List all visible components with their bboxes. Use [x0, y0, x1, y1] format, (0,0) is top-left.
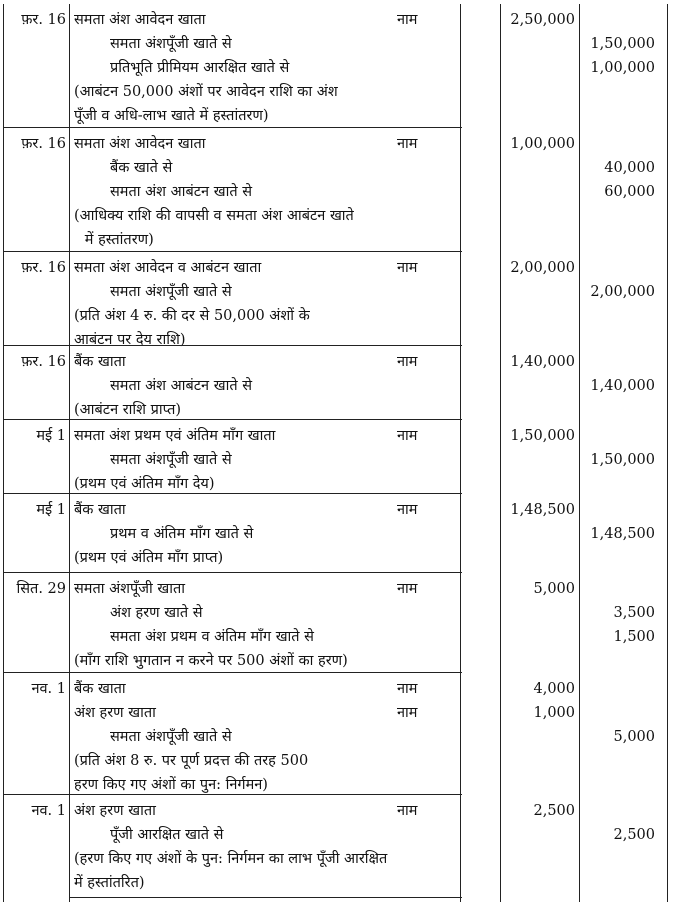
debit-marker: नाम	[397, 502, 418, 518]
credit-amount: 1,40,000	[590, 378, 655, 394]
debit-marker: नाम	[397, 354, 418, 370]
debit-marker: नाम	[397, 260, 418, 276]
particulars-line: समता अंश आवेदन व आबंटन खाता	[74, 260, 262, 276]
entry-date: नव. 1	[31, 681, 66, 697]
particulars-line: में हस्तांतरित)	[74, 875, 145, 891]
credit-account-line: प्रथम व अंतिम माँग खाते से	[110, 526, 254, 542]
entry-separator	[4, 672, 462, 673]
particulars-line: (प्रथम एवं अंतिम माँग प्राप्त)	[74, 550, 224, 566]
entry-separator	[4, 345, 462, 346]
particulars-line: बैंक खाता	[74, 354, 126, 370]
entry-date: नव. 1	[31, 803, 66, 819]
particulars-line: (हरण किए गए अंशों के पुन: निर्गमन का लाभ पूँजी आरक्षित	[74, 851, 388, 867]
credit-account-line: प्रतिभूति प्रीमियम आरक्षित खाते से	[110, 60, 290, 76]
debit-amount: 1,48,500	[510, 502, 575, 518]
credit-account-line: समता अंशपूँजी खाते से	[110, 729, 232, 745]
credit-amount: 1,500	[613, 629, 655, 645]
closing-rule	[70, 897, 462, 898]
journal-table	[4, 4, 670, 904]
credit-amount: 2,500	[613, 827, 655, 843]
column-rule-2	[460, 4, 461, 902]
particulars-line: आबंटन पर देय राशि)	[74, 332, 186, 348]
debit-amount: 2,500	[533, 803, 575, 819]
particulars-line: समता अंश आवेदन खाता	[74, 12, 206, 28]
debit-marker: नाम	[397, 705, 418, 721]
particulars-line: बैंक खाता	[74, 502, 126, 518]
particulars-line: में हस्तांतरण)	[84, 232, 154, 248]
credit-account-line: समता अंश आबंटन खाते से	[110, 184, 253, 200]
credit-amount: 3,500	[613, 605, 655, 621]
credit-account-line: समता अंशपूँजी खाते से	[110, 284, 232, 300]
debit-amount: 5,000	[533, 581, 575, 597]
debit-amount: 1,00,000	[510, 136, 575, 152]
entry-date: मई 1	[36, 428, 66, 444]
entry-date: मई 1	[36, 502, 66, 518]
entry-separator	[4, 794, 462, 795]
entry-date: सित. 29	[16, 581, 66, 597]
credit-amount: 40,000	[604, 160, 655, 176]
entry-separator	[4, 127, 462, 128]
particulars-line: बैंक खाता	[74, 681, 126, 697]
entry-date: फ़र. 16	[21, 12, 66, 28]
debit-marker: नाम	[397, 681, 418, 697]
debit-amount: 1,000	[533, 705, 575, 721]
credit-amount: 1,00,000	[590, 60, 655, 76]
entry-date: फ़र. 16	[21, 354, 66, 370]
particulars-line: समता अंश प्रथम एवं अंतिम माँग खाता	[74, 428, 276, 444]
credit-amount: 5,000	[613, 729, 655, 745]
credit-account-line: समता अंशपूँजी खाते से	[110, 36, 232, 52]
entry-separator	[4, 572, 462, 573]
debit-amount: 4,000	[533, 681, 575, 697]
credit-amount: 1,48,500	[590, 526, 655, 542]
particulars-line: (आबंटन 50,000 अंशों पर आवेदन राशि का अंश	[74, 84, 338, 100]
entry-date: फ़र. 16	[21, 136, 66, 152]
entry-separator	[4, 493, 462, 494]
entry-separator	[4, 251, 462, 252]
entry-date: फ़र. 16	[21, 260, 66, 276]
particulars-line: पूँजी व अधि-लाभ खाते में हस्तांतरण)	[74, 108, 269, 124]
particulars-line: (प्रथम एवं अंतिम माँग देय)	[74, 476, 215, 492]
particulars-line: अंश हरण खाता	[74, 705, 156, 721]
particulars-line: अंश हरण खाता	[74, 803, 156, 819]
debit-amount: 1,50,000	[510, 428, 575, 444]
particulars-line: (प्रति अंश 4 रु. की दर से 50,000 अंशों के	[74, 308, 310, 324]
particulars-line: समता अंश आवेदन खाता	[74, 136, 206, 152]
debit-amount: 1,40,000	[510, 354, 575, 370]
particulars-line: (प्रति अंश 8 रु. पर पूर्ण प्रदत्त की तरह 500	[74, 753, 309, 769]
particulars-line: (माँग राशि भुगतान न करने पर 500 अंशों का हरण)	[74, 653, 348, 669]
particulars-line: (आधिक्य राशि की वापसी व समता अंश आबंटन खाते	[74, 208, 354, 224]
debit-marker: नाम	[397, 12, 418, 28]
credit-amount: 1,50,000	[590, 452, 655, 468]
particulars-line: (आबंटन राशि प्राप्त)	[74, 402, 182, 418]
debit-marker: नाम	[397, 428, 418, 444]
column-rule-5	[667, 4, 668, 902]
credit-account-line: समता अंशपूँजी खाते से	[110, 452, 232, 468]
particulars-line: हरण किए गए अंशों का पुन: निर्गमन)	[74, 777, 268, 793]
debit-amount: 2,50,000	[510, 12, 575, 28]
credit-account-line: बैंक खाते से	[110, 160, 173, 176]
entry-separator	[4, 419, 462, 420]
credit-account-line: पूँजी आरक्षित खाते से	[110, 827, 224, 843]
credit-account-line: समता अंश प्रथम व अंतिम माँग खाते से	[110, 629, 314, 645]
particulars-line: समता अंशपूँजी खाता	[74, 581, 186, 597]
debit-marker: नाम	[397, 803, 418, 819]
credit-amount: 60,000	[604, 184, 655, 200]
debit-marker: नाम	[397, 581, 418, 597]
credit-account-line: अंश हरण खाते से	[110, 605, 203, 621]
debit-marker: नाम	[397, 136, 418, 152]
credit-account-line: समता अंश आबंटन खाते से	[110, 378, 253, 394]
credit-amount: 1,50,000	[590, 36, 655, 52]
column-rule-1	[69, 4, 70, 902]
debit-amount: 2,00,000	[510, 260, 575, 276]
credit-amount: 2,00,000	[590, 284, 655, 300]
